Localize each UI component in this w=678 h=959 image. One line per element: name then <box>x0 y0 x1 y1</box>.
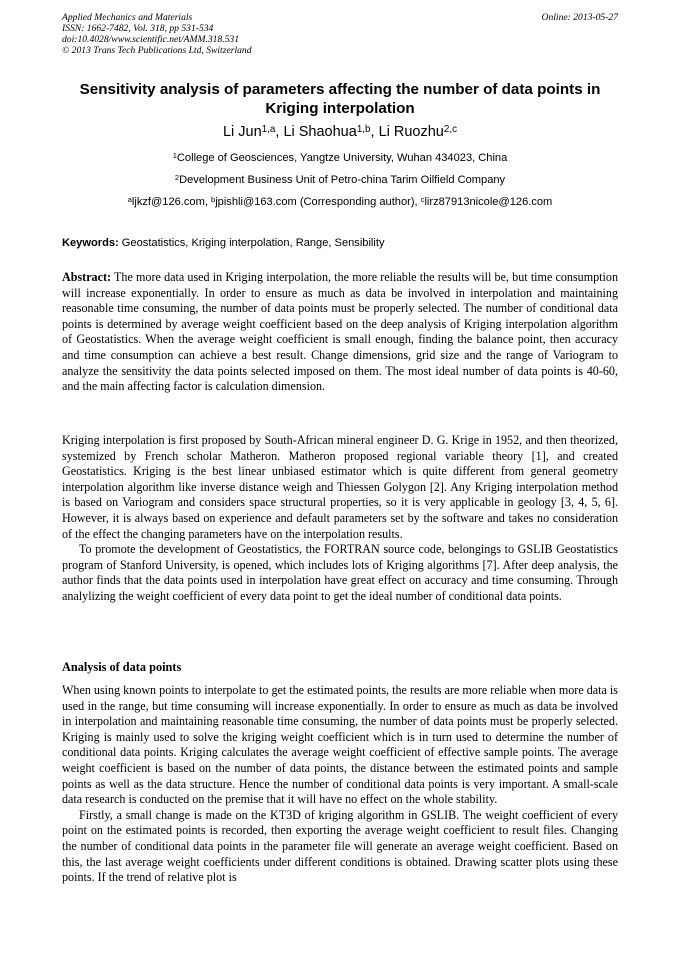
affiliation-text: Development Business Unit of Petro-china Tarim Oilfield Company <box>179 174 506 186</box>
author-list <box>60 123 620 141</box>
author-name: Li Ruozhu <box>378 124 444 140</box>
author-separator: , <box>275 124 284 140</box>
issn: ISSN: 1662-7482, Vol. 318, pp 531-534 <box>62 23 214 34</box>
author-name: Li Jun <box>222 124 262 140</box>
author-superscript: 1,b <box>356 123 371 135</box>
online-date: Online: 2013-05-27 <box>541 12 618 23</box>
abstract-label: Abstract: <box>62 270 112 284</box>
affiliation-2 <box>60 173 620 187</box>
introduction <box>62 433 618 605</box>
paragraph: When using known points to interpolate to get the estimated points, the results are more reliable when more data is used in the range, but time consuming will increase exponentially. In order to ensure as much as data be involved in interpolation and maintaining reasonable time consuming, the number of data points must be properly selected. Kriging is mainly used to solve the kriging weight coefficient which is in turn used to determine the number of conditional data points. Kriging calculates the average weight coefficient of effective sample points. The average weight coefficient is based on the number of data points, the distance between the estimated points and sample points as well as the data structure. Hence the number of conditional data points is very important. A small-scale data research is conducted on the premise that it will have no effect on the whole stability. <box>62 683 618 807</box>
section-heading: Analysis of data points <box>62 660 182 674</box>
keywords-label: Keywords: <box>62 237 119 249</box>
affiliation-superscript: 1 <box>172 150 177 160</box>
paragraph: Firstly, a small change is made on the KT3D of kriging algorithm in GSLIB. The weight coefficient of every point on the estimated points is recorded, then exporting the average weight coefficient to result files. Changing the number of conditional data points in the parameter file will generate an average weight coefficient. Based on this, the last average weight coefficients under different conditions is obtained. Drawing scatter plots using these points. If the trend of relative plot is <box>62 807 618 885</box>
doi: doi:10.4028/www.scientific.net/AMM.318.531 <box>62 34 240 45</box>
section-body <box>62 683 618 886</box>
author-superscript: 2,c <box>443 123 457 135</box>
affiliation-text: College of Geosciences, Yangtze University, Wuhan 434023, China <box>176 152 508 164</box>
email-c: lirz87913nicole@126.com <box>424 196 553 208</box>
affiliation-superscript: 2 <box>174 172 180 182</box>
copyright: © 2013 Trans Tech Publications Ltd, Switzerland <box>62 45 252 56</box>
author-emails <box>60 195 620 209</box>
email-b: jpishli@163.com (Corresponding author), <box>215 196 421 208</box>
email-superscript: a <box>127 194 132 204</box>
email-superscript: c <box>420 194 425 204</box>
keywords-text: Geostatistics, Kriging interpolation, Range, Sensibility <box>118 237 385 249</box>
journal-header <box>62 12 618 56</box>
affiliation-1 <box>60 151 620 165</box>
author-superscript: 1,a <box>261 123 276 135</box>
paragraph: To promote the development of Geostatistics, the FORTRAN source code, belongings to GSLIB Geostatistics program of Stanford University, is opened, which includes lots of Kriging algorithms [7]. After deep analysis, the author finds that the data points used in interpolation have great effect on accuracy and time consuming. Through analylizing the weight coefficient of every data point to get the ideal number of conditional data points. <box>62 542 618 603</box>
email-a: ljkzf@126.com, <box>131 196 211 208</box>
keywords <box>62 236 618 250</box>
email-superscript: b <box>211 194 216 204</box>
abstract-text: The more data used in Kriging interpolation, the more reliable the results will be, but time consumption will increase exponentially. In order to ensure as much as data be involved in interpolation and maintaining reasonable time consuming, the number of data points must be properly selected. The number of conditional data points is determined by average weight coefficient based on the deep analysis of Kriging interpolation algorithm of Geostatistics. When the average weight coefficient is small enough, finding the balance point, then accuracy and time consumption can achieve a best result. Change dimensions, grid size and the range of Variogram to analyze the sensitivity the data points selected imposed on them. The most ideal number of data points is 40-60, and the main affecting factor is calculation dimension. <box>62 270 618 394</box>
author-separator: , <box>370 124 379 140</box>
journal-name: Applied Mechanics and Materials <box>62 12 193 23</box>
abstract <box>62 270 618 395</box>
paragraph: Kriging interpolation is first proposed by South-African mineral engineer D. G. Krige in 1952, and then theorized, systemized by French scholar Matheron. Matheron proposed regional variable theory [1], and created Geostatistics. Kriging is the best linear unbiased estimator which is quite different from general geometry interpolation algorithm like inverse distance weigh and Thiessen Golygon [2]. Any Kriging interpolation method is based on Variogram and considers space structural properties, so it is very applicable in geology [3, 4, 5, 6]. However, it is always based on experience and default parameters set by the software and takes no consideration of the effect the changing parameters have on the interpolation results. <box>62 433 618 541</box>
paper-title: Sensitivity analysis of parameters affecting the number of data points in Kriging interpolation <box>79 81 601 117</box>
author-name: Li Shaohua <box>283 124 357 140</box>
